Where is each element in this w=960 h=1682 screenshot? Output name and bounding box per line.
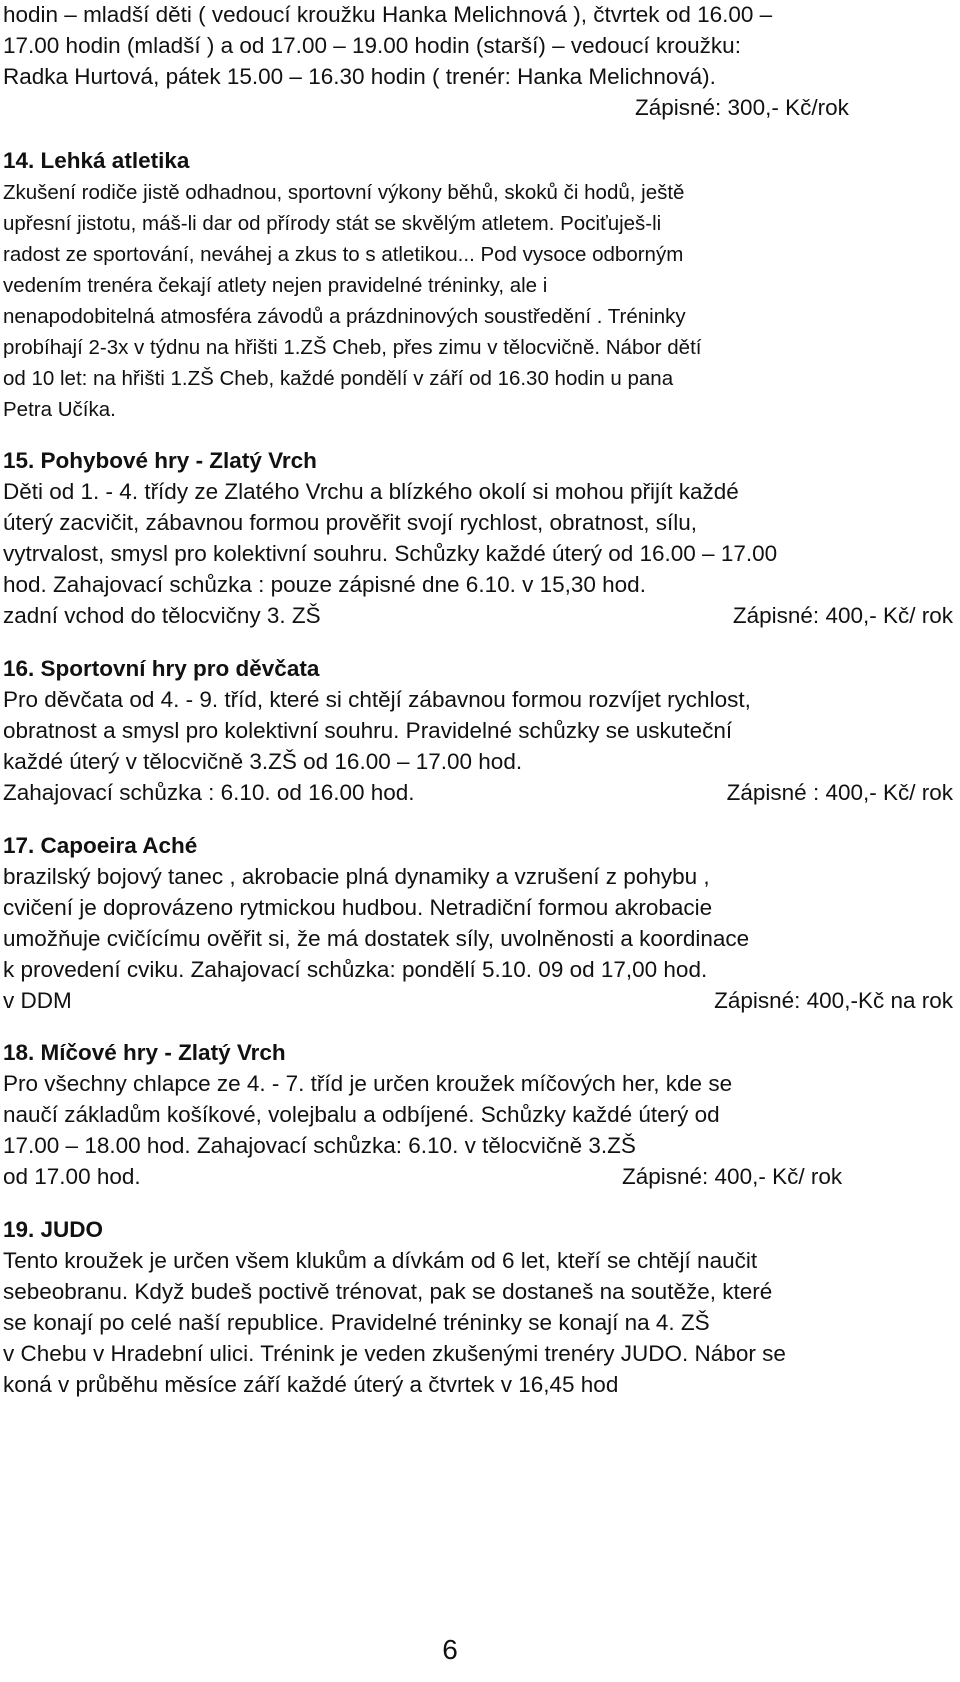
fee-row-left: Zahajovací schůzka : 6.10. od 16.00 hod. (3, 780, 415, 805)
fee-row-left: od 17.00 hod. (3, 1164, 141, 1189)
paragraph-line: brazilský bojový tanec , akrobacie plná dynamiky a vzrušení z pohybu , (3, 864, 710, 889)
paragraph-line: koná v průběhu měsíce září každé úterý a čtvrtek v 16,45 hod (3, 1372, 619, 1397)
section-title-15: 15. Pohybové hry - Zlatý Vrch (3, 448, 317, 473)
paragraph-line: Tento kroužek je určen všem klukům a dívkám od 6 let, kteří se chtějí naučit (3, 1248, 758, 1273)
fee-row (3, 601, 953, 631)
paragraph-line: radost ze sportování, neváhej a zkus to s atletikou... Pod vysoce odborným (3, 243, 684, 266)
section-title-16: 16. Sportovní hry pro děvčata (3, 656, 320, 681)
paragraph-line: od 10 let: na hřišti 1.ZŠ Cheb, každé pondělí v září od 16.30 hodin u pana (3, 367, 674, 390)
paragraph-line: probíhají 2-3x v týdnu na hřišti 1.ZŠ Cheb, přes zimu v tělocvičně. Nábor dětí (3, 336, 702, 359)
fee-text: Zápisné : 400,- Kč/ rok (726, 780, 953, 805)
section-title-18: 18. Míčové hry - Zlatý Vrch (3, 1040, 286, 1065)
page-number: 6 (442, 1634, 458, 1665)
paragraph-line: úterý zacvičit, zábavnou formou prověřit svojí rychlost, obratnost, sílu, (3, 510, 698, 535)
fee-row (3, 986, 953, 1016)
paragraph-line: Petra Učíka. (3, 398, 116, 421)
paragraph-line: vedením trenéra čekají atlety nejen pravidelné tréninky, ale i (3, 274, 548, 297)
paragraph-line: cvičení je doprovázeno rytmickou hudbou. Netradiční formou akrobacie (3, 895, 713, 920)
paragraph-line: hod. Zahajovací schůzka : pouze zápisné dne 6.10. v 15,30 hod. (3, 572, 646, 597)
paragraph-line: Pro děvčata od 4. - 9. tříd, které si chtějí zábavnou formou rozvíjet rychlost, (3, 687, 751, 712)
paragraph-line: obratnost a smysl pro kolektivní souhru. Pravidelné schůzky se uskuteční (3, 718, 733, 743)
paragraph-line: k provedení cviku. Zahajovací schůzka: pondělí 5.10. 09 od 17,00 hod. (3, 957, 708, 982)
fee-row (3, 1162, 953, 1192)
section-title-19: 19. JUDO (3, 1217, 104, 1242)
intro-line: 17.00 hodin (mladší ) a od 17.00 – 19.00 hodin (starší) – vedoucí kroužku: (3, 33, 741, 58)
fee-text: Zápisné: 300,- Kč/rok (635, 95, 849, 120)
paragraph-line: nenapodobitelná atmosféra závodů a prázdninových soustředění . Tréninky (3, 305, 686, 328)
intro-line: Radka Hurtová, pátek 15.00 – 16.30 hodin ( trenér: Hanka Melichnová). (3, 64, 716, 89)
fee-text: Zápisné: 400,- Kč/ rok (732, 603, 953, 628)
paragraph-line: upřesní jistotu, máš-li dar od přírody stát se skvělým atletem. Pociťuješ-li (3, 212, 662, 235)
paragraph-line: Zkušení rodiče jistě odhadnou, sportovní výkony běhů, skoků či hodů, ještě (3, 181, 685, 204)
fee-row-left: zadní vchod do tělocvičny 3. ZŠ (3, 603, 321, 628)
paragraph-line: vytrvalost, smysl pro kolektivní souhru. Schůzky každé úterý od 16.00 – 17.00 (3, 541, 778, 566)
fee-row-left: v DDM (3, 988, 72, 1013)
fee-text: Zápisné: 400,-Kč na rok (714, 988, 953, 1013)
fee-text: Zápisné: 400,- Kč/ rok (622, 1164, 843, 1189)
paragraph-line: 17.00 – 18.00 hod. Zahajovací schůzka: 6.10. v tělocvičně 3.ZŠ (3, 1133, 636, 1158)
paragraph-line: naučí základům košíkové, volejbalu a odbíjené. Schůzky každé úterý od (3, 1102, 720, 1127)
paragraph-line: v Chebu v Hradební ulici. Trénink je veden zkušenými trenéry JUDO. Nábor se (3, 1341, 786, 1366)
fee-row (3, 778, 953, 808)
paragraph-line: se konají po celé naší republice. Pravidelné tréninky se konají na 4. ZŠ (3, 1310, 710, 1335)
section-title-17: 17. Capoeira Aché (3, 833, 198, 858)
intro-line: hodin – mladší děti ( vedoucí kroužku Hanka Melichnová ), čtvrtek od 16.00 – (3, 2, 773, 27)
paragraph-line: Děti od 1. - 4. třídy ze Zlatého Vrchu a blízkého okolí si mohou přijít každé (3, 479, 739, 504)
section-title-14: 14. Lehká atletika (3, 148, 190, 173)
paragraph-line: umožňuje cvičícímu ověřit si, že má dostatek síly, uvolněnosti a koordinace (3, 926, 750, 951)
paragraph-line: Pro všechny chlapce ze 4. - 7. tříd je určen kroužek míčových her, kde se (3, 1071, 733, 1096)
paragraph-line: každé úterý v tělocvičně 3.ZŠ od 16.00 – 17.00 hod. (3, 749, 523, 774)
paragraph-line: sebeobranu. Když budeš poctivě trénovat, pak se dostaneš na soutěže, které (3, 1279, 773, 1304)
